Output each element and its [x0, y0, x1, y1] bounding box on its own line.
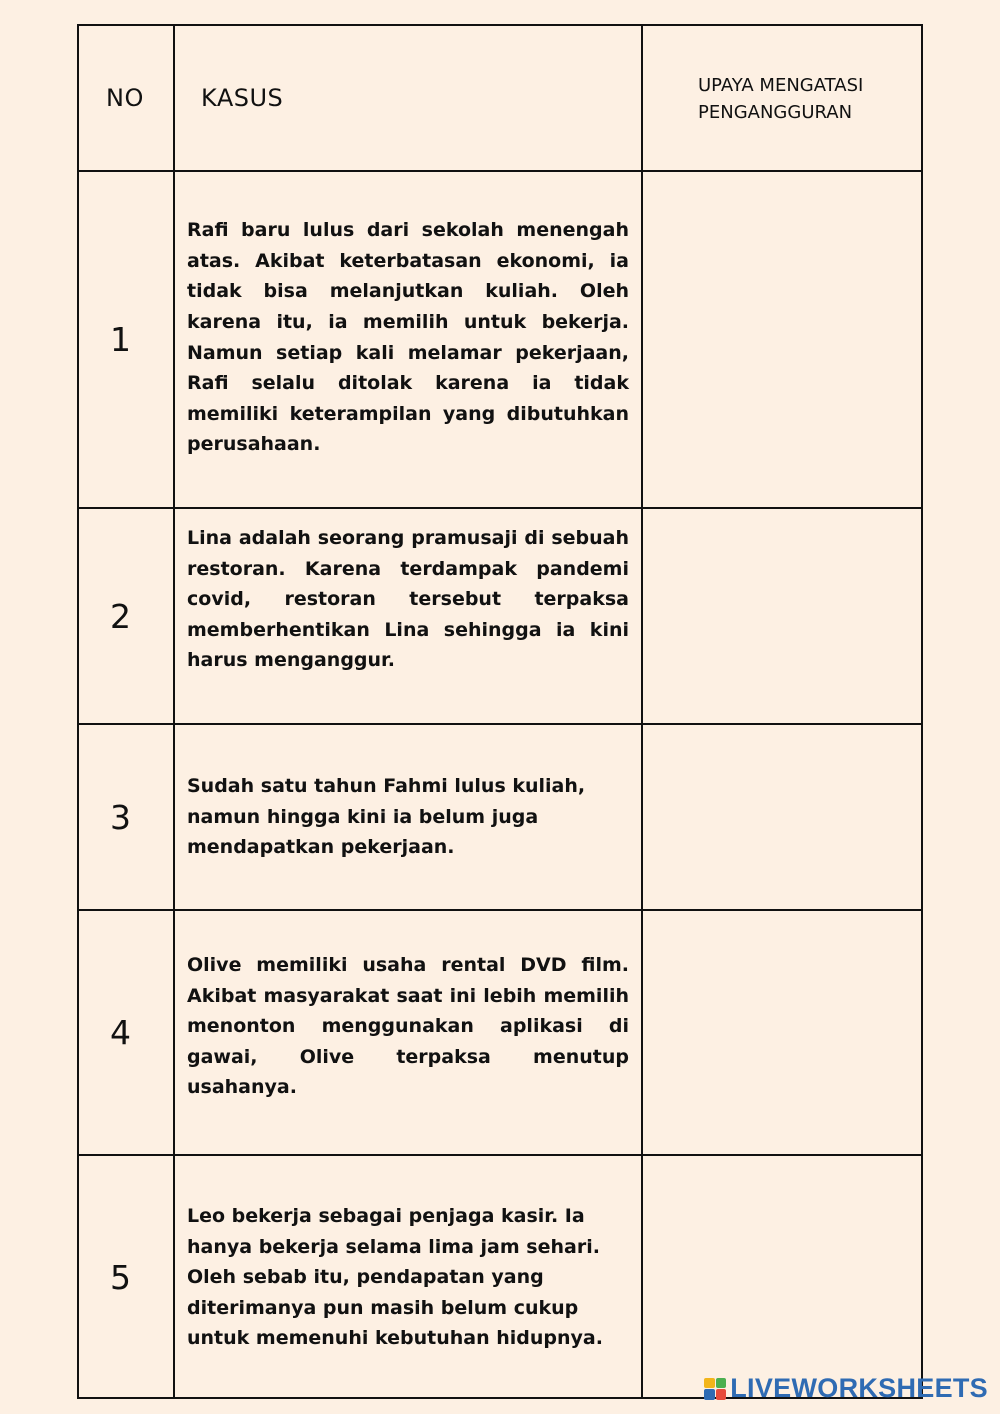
case-cell [175, 172, 641, 507]
row-number: 2 [110, 596, 131, 636]
brand-name: LIVEWORKSHEETS [730, 1373, 988, 1403]
row-number-cell [79, 725, 173, 909]
case-description: Leo bekerja sebagai penjaga kasir. Ia hanya bekerja selama lima jam sehari. Oleh sebab itu, pendapatan yang diterimanya pun masih belum cukup untuk memenuhi kebutuhan hidupnya. [187, 1205, 603, 1350]
header-case-cell [175, 26, 641, 170]
answer-cell[interactable] [643, 911, 923, 1154]
row-number: 5 [110, 1258, 131, 1297]
liveworksheets-brand [704, 1373, 988, 1404]
table-header-row [79, 26, 921, 172]
answer-cell[interactable] [643, 509, 923, 723]
row-number-cell [79, 172, 173, 507]
table-row [79, 725, 921, 911]
header-action-cell [643, 26, 923, 170]
case-description: Olive memiliki usaha rental DVD film. Akibat masyarakat saat ini lebih memilih menonton menggunakan aplikasi di gawai, Olive terpaksa menutup usahanya. [187, 954, 629, 1099]
answer-cell[interactable] [643, 1156, 923, 1399]
header-action-label: UPAYA MENGATASI PENGANGGURAN [698, 75, 864, 123]
liveworksheets-logo-icon [704, 1378, 726, 1400]
row-number-cell [79, 1156, 173, 1399]
case-cell [175, 509, 641, 723]
row-number-cell [79, 911, 173, 1154]
table-row [79, 172, 921, 509]
table-row [79, 1156, 921, 1399]
header-no-label: NO [106, 84, 144, 112]
table-row [79, 911, 921, 1156]
row-number-cell [79, 509, 173, 723]
row-number: 4 [110, 1013, 131, 1052]
worksheet-table [77, 24, 923, 1399]
case-description: Lina adalah seorang pramusaji di sebuah restoran. Karena terdampak pandemi covid, restoran tersebut terpaksa memberhentikan Lina sehingga ia kini harus menganggur. [187, 527, 629, 672]
row-number: 3 [110, 797, 131, 837]
answer-cell[interactable] [643, 172, 923, 507]
case-cell [175, 911, 641, 1154]
case-description: Sudah satu tahun Fahmi lulus kuliah, namun hingga kini ia belum juga mendapatkan pekerjaan. [187, 775, 586, 859]
case-description: Rafi baru lulus dari sekolah menengah atas. Akibat keterbatasan ekonomi, ia tidak bisa melanjutkan kuliah. Oleh karena itu, ia memilih untuk bekerja. Namun setiap kali melamar pekerjaan, Rafi selalu ditolak karena ia tidak memiliki keterampilan yang dibutuhkan perusahaan. [187, 219, 629, 456]
case-cell [175, 725, 641, 909]
header-case-label: KASUS [201, 84, 284, 112]
header-no-cell [79, 26, 173, 170]
table-row [79, 509, 921, 725]
answer-cell[interactable] [643, 725, 923, 909]
case-cell [175, 1156, 641, 1399]
row-number: 1 [110, 320, 131, 359]
